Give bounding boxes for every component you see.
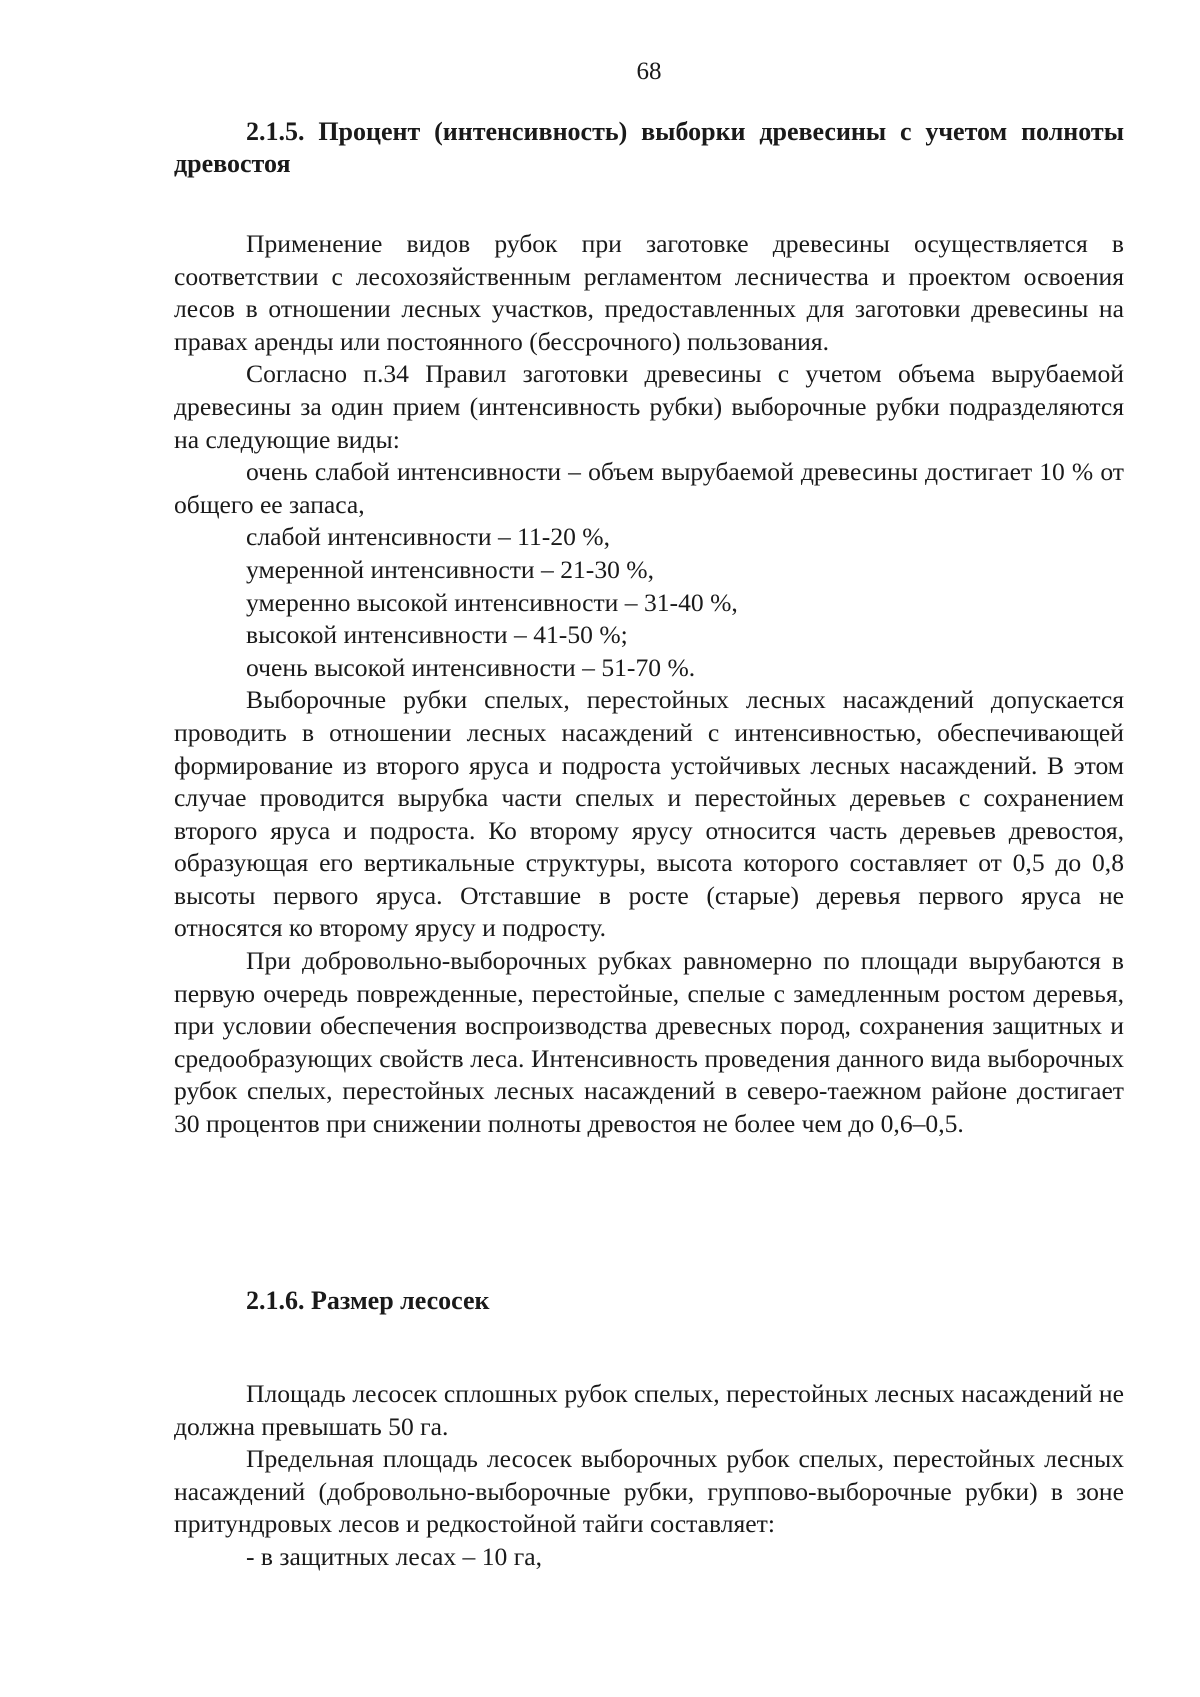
paragraph: Согласно п.34 Правил заготовки древесины с учетом объема вырубаемой древесины за один прием (интенсивность рубки) выборочные рубки подразделяются на следующие виды: (174, 359, 1124, 454)
paragraph: Выборочные рубки спелых, перестойных лесных насаждений допускается проводить в отношении лесных насаждений с интенсивностью, обеспечивающей формирование из второго яруса и подроста устойчивых лесных насаждений. В этом случае проводится вырубка части спелых и перестойных деревьев с сохранением второго яруса и подроста. Ко второму ярусу относится часть деревьев древостоя, образующая его вертикальные структуры, высота которого составляет от 0,5 до 0,8 высоты первого яруса. Отставшие в росте (старые) деревья первого яруса не относятся ко второму ярусу и подросту. (174, 685, 1124, 943)
page-number: 68 (636, 58, 662, 85)
list-item: умеренно высокой интенсивности – 31-40 %, (246, 587, 738, 617)
paragraph: Площадь лесосек сплошных рубок спелых, перестойных лесных насаждений не должна превышать 50 га. (174, 1379, 1124, 1441)
list-item: - в защитных лесах – 10 га, (246, 1541, 542, 1571)
paragraph: При добровольно-выборочных рубках равномерно по площади вырубаются в первую очередь поврежденные, перестойные, спелые с замедленным ростом деревья, при условии обеспечения воспроизводства древесных пород, сохранения защитных и средообразующих свойств леса. Интенсивность проведения данного вида выборочных рубок спелых, перестойных лесных насаждений в северо-таежном районе достигает 30 процентов при снижении полноты древостоя не более чем до 0,6–0,5. (174, 946, 1124, 1139)
list-item: высокой интенсивности – 41-50 %; (246, 620, 628, 650)
section-heading-text: 2.1.5. Процент (интенсивность) выборки древесины с учетом полноты древостоя (174, 117, 1124, 178)
list-item: слабой интенсивности – 11-20 %, (246, 522, 611, 552)
section-body-2-1-6 (174, 1378, 1124, 1574)
section-heading-2-1-6 (174, 1285, 1124, 1317)
section-heading-text: 2.1.6. Размер лесосек (246, 1286, 490, 1315)
section-heading-2-1-5 (174, 116, 1124, 180)
section-body-2-1-5 (174, 228, 1124, 1141)
paragraph: Предельная площадь лесосек выборочных рубок спелых, перестойных лесных насаждений (добровольно-выборочные рубки, группово-выборочные рубки) в зоне притундровых лесов и редкостойной тайги составляет: (174, 1444, 1124, 1539)
list-item: умеренной интенсивности – 21-30 %, (246, 554, 655, 584)
paragraph: Применение видов рубок при заготовке древесины осуществляется в соответствии с лесохозяйственным регламентом лесничества и проектом освоения лесов в отношении лесных участков, предоставленных для заготовки древесины на правах аренды или постоянного (бессрочного) пользования. (174, 229, 1124, 356)
list-item: очень слабой интенсивности – объем вырубаемой древесины достигает 10 % от общего ее запаса, (174, 457, 1124, 519)
list-item: очень высокой интенсивности – 51-70 %. (246, 652, 696, 682)
